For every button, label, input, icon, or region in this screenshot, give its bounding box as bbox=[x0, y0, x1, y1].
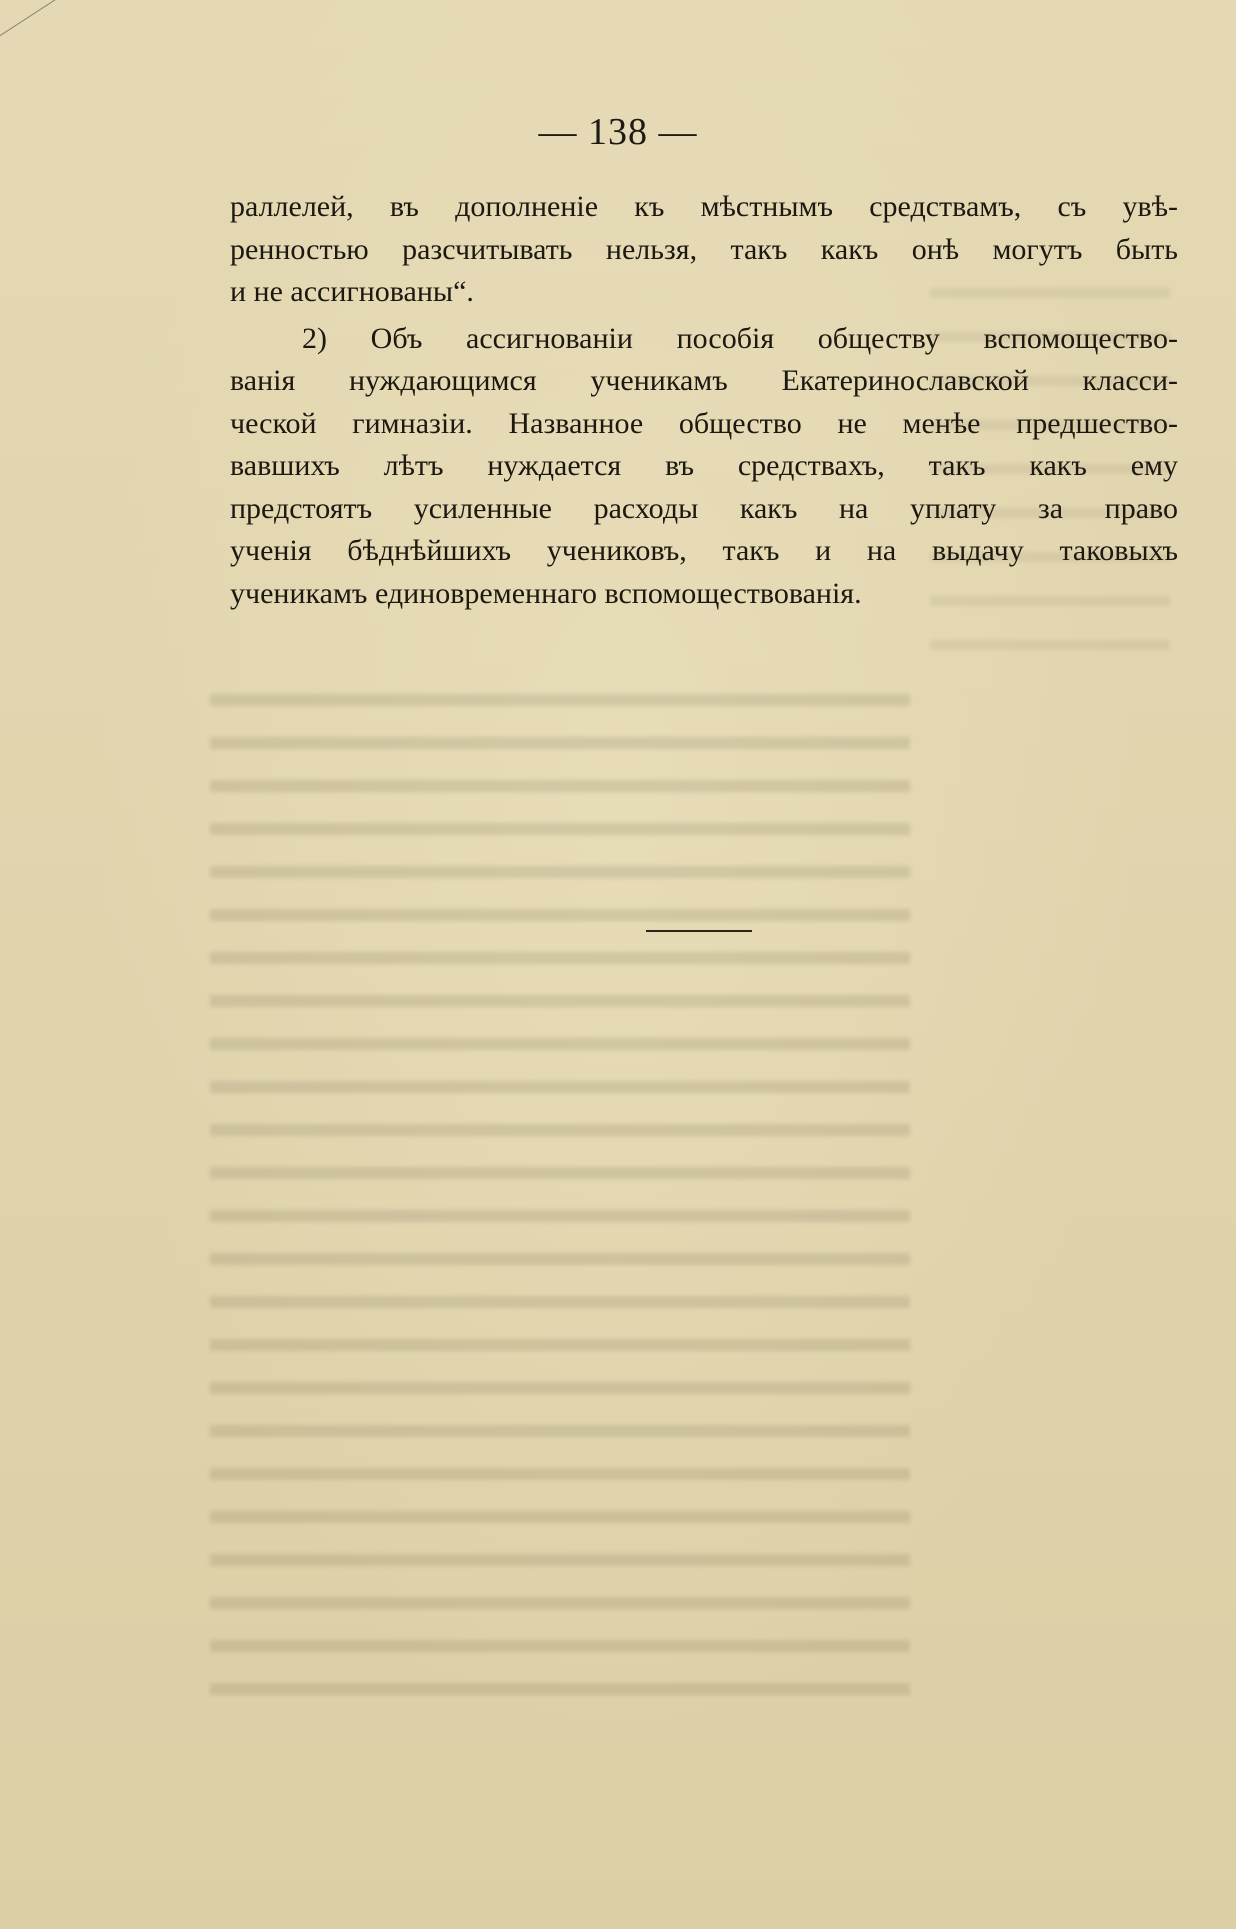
text-line: предстоятъ усиленные расходы какъ на уплату за право bbox=[230, 491, 1178, 525]
text-line: ученія бѣднѣйшихъ учениковъ, такъ и на выдачу таковыхъ bbox=[230, 534, 1178, 567]
body-text bbox=[230, 186, 1178, 619]
page-number: — 138 — bbox=[538, 111, 698, 153]
text-line: ванія нуждающимся ученикамъ Екатеринославской класси- bbox=[230, 364, 1178, 397]
text-line: 2) Объ ассигнованіи пособія обществу вспомоществo- bbox=[302, 321, 1178, 355]
paragraph-item-2 bbox=[230, 318, 1178, 616]
text-line: и не ассигнованы“. bbox=[230, 275, 474, 308]
text-line: раллелей, въ дополненіе къ мѣстнымъ средствамъ, съ увѣ- bbox=[230, 190, 1178, 223]
paragraph-continuation bbox=[230, 186, 1178, 314]
text-line: вавшихъ лѣтъ нуждается въ средствахъ, такъ какъ ему bbox=[230, 449, 1178, 482]
reverse-side-show-through bbox=[210, 672, 910, 1722]
text-line: ренностью разсчитывать нельзя, такъ какъ онѣ могутъ быть bbox=[230, 232, 1178, 266]
text-line: ческой гимназіи. Названное общество не менѣе предшество- bbox=[230, 406, 1178, 440]
page-corner-fold bbox=[0, 0, 150, 100]
section-divider-rule bbox=[646, 930, 752, 932]
text-line: ученикамъ единовременнаго вспомоществованія. bbox=[230, 576, 862, 610]
